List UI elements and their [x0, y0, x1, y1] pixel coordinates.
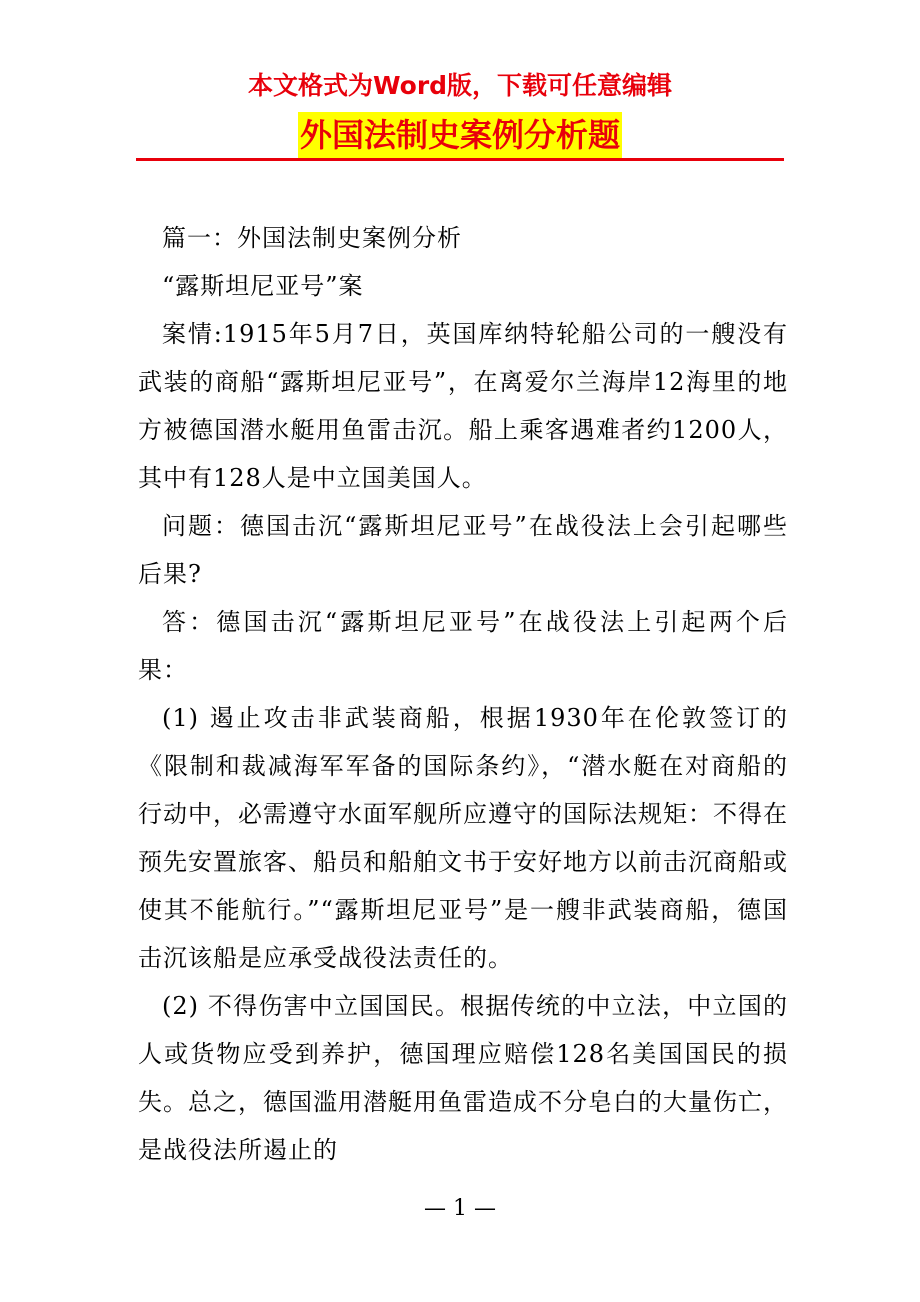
- title-block: [0, 112, 920, 158]
- section-heading: 篇一：外国法制史案例分析: [162, 224, 462, 252]
- answer-point-2-paragraph: (2) 不得伤害中立国国民。根据传统的中立法，中立国的人或货物应受到养护，德国理应赔偿128名美国国民的损失。总之，德国滥用潜艇用鱼雷造成不分皂白的大量伤亡，是战役法所遏止的: [138, 992, 788, 1164]
- answer-intro-paragraph: 答：德国击沉“露斯坦尼亚号”在战役法上引起两个后果：: [138, 608, 788, 684]
- page-number: — 1 —: [424, 1196, 496, 1221]
- download-banner: 本文格式为Word版，下载可任意编辑: [247, 71, 673, 100]
- case-facts-paragraph: 案情:1915年5月7日，英国库纳特轮船公司的一艘没有武装的商船“露斯坦尼亚号”，在离爱尔兰海岸12海里的地方被德国潜水艇用鱼雷击沉。船上乘客遇难者约1200人，其中有128人是中立国美国人。: [138, 320, 788, 492]
- case-title: “露斯坦尼亚号”案: [162, 272, 364, 300]
- title-underline: [136, 158, 784, 161]
- answer-point-1-paragraph: (1) 遏止攻击非武装商船，根据1930年在伦敦签订的《限制和裁减海军军备的国际条约》，“潜水艇在对商船的行动中，必需遵守水面军舰所应遵守的国际法规矩：不得在预先安置旅客、船员和船舶文书于安好地方以前击沉商船或使其不能航行。”“露斯坦尼亚号”是一艘非武装商船，德国击沉该船是应承受战役法责任的。: [138, 704, 788, 972]
- question-paragraph: 问题：德国击沉“露斯坦尼亚号”在战役法上会引起哪些后果?: [138, 512, 788, 588]
- document-body: [138, 214, 788, 1174]
- document-title: 外国法制史案例分析题: [298, 112, 622, 158]
